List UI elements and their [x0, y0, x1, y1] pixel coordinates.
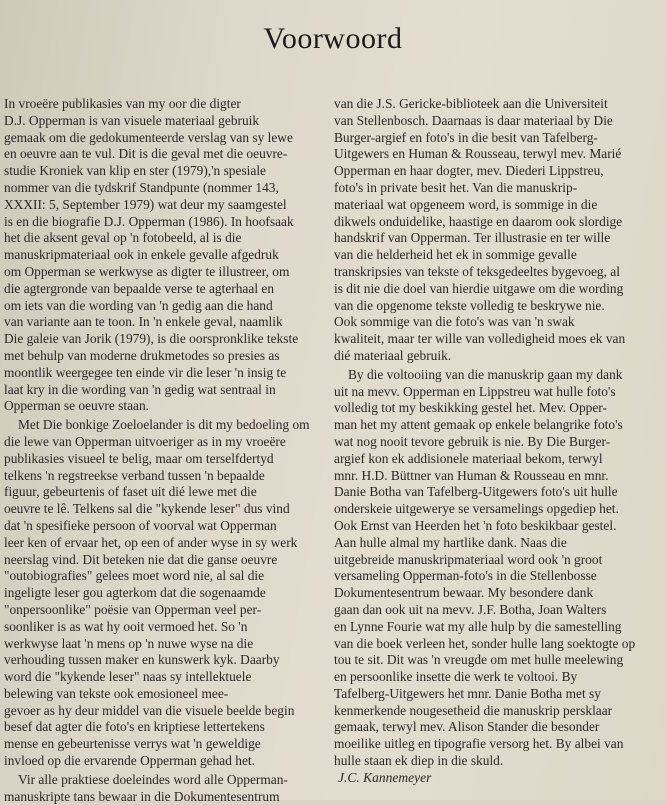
right-column	[334, 96, 650, 770]
page-title: Voorwoord	[263, 22, 403, 55]
paragraph-intro: In vroeëre publikasies van my oor die digter D.J. Opperman is van visuele materiaal gebruik gemaak om die gedokumenteerde verslag van sy lewe en oeuvre aan te vul. Dit is die geval met die oeuvre- studie Kroniek van klip en ster (1979),'n spesiale nommer van die tydskrif Standpunte (nommer 143, XXXII: 5, September 1979) wat deur my saamgestel is en die biografie D.J. Opperman (1986). In hoofsaak het die aksent geval op 'n fotobeeld, al is die manuskripmateriaal ook in enkele gevalle afgedruk om Opperman se werkwyse as digter te illustreer, om die agtergronde van bepaalde verse te agterhaal en om iets van die wording van 'n gedig aan die hand van variante aan te toon. In 'n enkele geval, naamlik Die galeie van Jorik (1979), is die oorspronklike tekste met behulp van moderne drukmetodes so presies as moontlik weergegee ten einde vir die leser 'n insig te laat kry in die wording van 'n gedig wat sentraal in Opperman se oeuvre staan.	[4, 96, 299, 414]
left-column	[4, 96, 322, 805]
paragraph-purpose: Met Die bonkige Zoeloelander is dit my bedoeling om die lewe van Opperman uitvoeriger as in my vroeëre publikasies visueel te belig, maar om terselfdertyd telkens 'n regstreekse verband tussen 'n bepaalde figuur, gebeurtenis of faset uit dié lewe met die oeuvre te lê. Telkens sal die "kykende leser" dus vind dat 'n spesifieke persoon of voorval wat Opperman leer ken of ervaar het, op een of ander wyse in sy werk neerslag vind. Dit beteken nie dat die ganse oeuvre "outobiografies" gelees moet word nie, al sal die ingeligte leser gou agterkom dat die sogenaamde "onpersoonlike" poësie van Opperman veel per- soonliker is as wat hy ooit vermoed het. So 'n werkwyse laat 'n mens op 'n nuwe wyse na die verhouding tussen maker en kunswerk kyk. Daarby word die "kykende leser" naas sy intellektuele belewing van tekste ook emosioneel mee- gevoer as hy deur middel van die visuele beelde begin besef dat agter die foto's en kriptiese lettertekens mense en gebeurtenisse verrys wat 'n geweldige invloed op die ervarende Opperman gehad het.	[4, 417, 310, 769]
paragraph-acknowledgements: By die voltooiing van die manuskrip gaan my dank uit na mevv. Opperman en Lippstreu wat hulle foto's volledig tot my beskikking gestel het. Mev. Opper- man het my attent gemaak op enkele belangrike foto's wat nog nooit tevore gebruik is nie. By Die Burger- argief kon ek addisionele materiaal bekom, terwyl mnr. H.D. Büttner van Human & Rousseau en mnr. Danie Botha van Tafelberg-Uitgewers foto's uit hulle onderskeie uitgewerye se versamelings opgediep het. Ook Ernst van Heerden het 'n foto beskikbaar gestel. Aan hulle almal my hartlike dank. Naas die uitgebreide manuskripmateriaal word ook 'n groot versameling Opperman-foto's in die Stellenbosse Dokumentesentrum bewaar. My besondere dank gaan dan ook uit na mevv. J.F. Botha, Joan Walters en Lynne Fourie wat my alle hulp by die samestelling van die boek verleen het, sonder hulle lang soektogte op tou te sit. Dit was 'n vreugde om met hulle meelewing en persoonlike insette die werk te voltooi. By Tafelberg-Uitgewers het mnr. Danie Botha met sy kenmerkende nougesetheid die manuskrip persklaar gemaak, terwyl mev. Alison Stander die besonder moeilike uitleg en tipografie versorg het. By albei van hulle staan ek diep in die skuld.	[334, 366, 636, 769]
paragraph-sources-cont: van die J.S. Gericke-biblioteek aan die Universiteit van Stellenbosch. Daarnaas is daar materiaal by Die Burger-argief en foto's in die besit van Tafelberg- Uitgewers en Human & Rousseau, terwyl mev. Marié Opperman en haar dogter, mev. Diederi Lippstreu, foto's in private besit het. Van die manuskrip- materiaal wat opgeneem word, is sommige in die dikwels onduidelike, haastige en daarom ook slordige handskrif van Opperman. Ter illustrasie en ter wille van die helderheid het ek in sommige gevalle transkripsies van tekste of teksgedeeltes bygevoeg, al is dit nie die doel van hierdie uitgawe om die wording van die opgenome tekste volledig te beskrywe nie. Ook sommige van die foto's was van 'n swak kwaliteit, maar ter wille van volledigheid moes ek van dié materiaal gebruik.	[334, 96, 626, 363]
author-signature: J.C. Kannemeyer	[338, 770, 432, 785]
paragraph-sources-start: Vir alle praktiese doeleindes word alle Opperman- manuskripte tans bewaar in die Dokumentesentrum	[4, 771, 288, 804]
